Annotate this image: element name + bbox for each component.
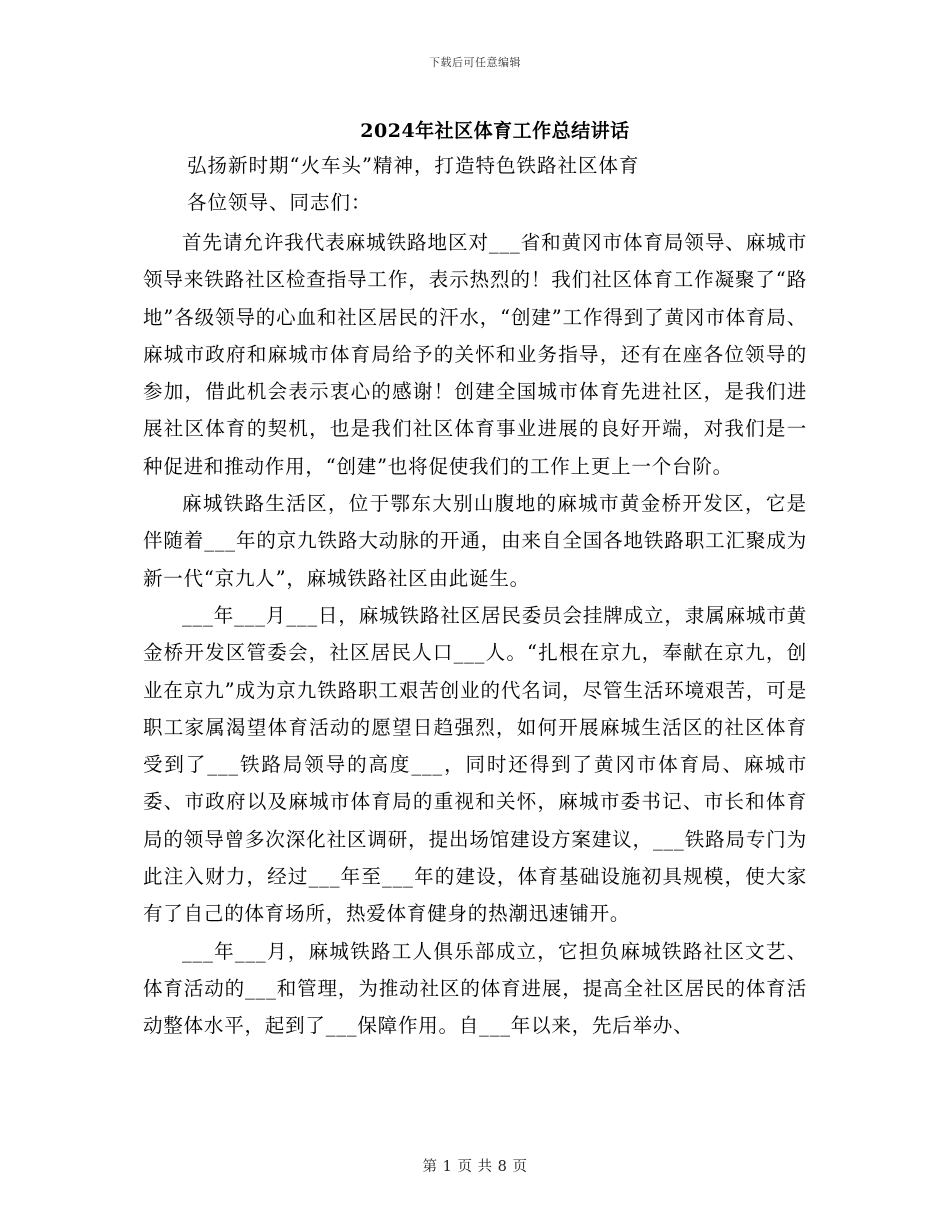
paragraph-opening: 首先请允许我代表麻城铁路地区对___省和黄冈市体育局领导、麻城市领导来铁路社区检查指导工作，表示热烈的！我们社区体育工作凝聚了“路地”各级领导的心血和社区居民的汗水，“创建”工作得到了黄冈市体育局、麻城市政府和麻城市体育局给予的关怀和业务指导，还有在座各位领导的参加，借此机会表示衷心的感谢！创建全国城市体育先进社区，是我们进展社区体育的契机，也是我们社区体育事业进展的良好开端，对我们是一种促进和推动作用，“创建”也将促使我们的工作上更上一个台阶。 xyxy=(143,231,807,478)
document-body xyxy=(143,224,807,1045)
paragraph-community-origin: 麻城铁路生活区，位于鄂东大别山腹地的麻城市黄金桥开发区，它是伴随着___年的京九铁路大动脉的开通，由来自全国各地铁路职工汇聚成为新一代“京九人”，麻城铁路社区由此诞生。 xyxy=(143,492,807,590)
page-number: 第 1 页 共 8 页 xyxy=(422,1159,528,1175)
paragraph-community-founding: ___年___月___日，麻城铁路社区居民委员会挂牌成立，隶属麻城市黄金桥开发区管委会，社区居民人口___人。“扎根在京九，奉献在京九，创业在京九”成为京九铁路职工艰苦创业的代名词，尽管生活环境艰苦，可是职工家属渴望体育活动的愿望日趋强烈，如何开展麻城生活区的社区体育受到了___铁路局领导的高度___，同时还得到了黄冈市体育局、麻城市委、市政府以及麻城市体育局的重视和关怀，麻城市委书记、市长和体育局的领导曾多次深化社区调研，提出场馆建设方案建议，___铁路局专门为此注入财力，经过___年至___年的建设，体育基础设施初具规模，使大家有了自己的体育场所，热爱体育健身的热潮迅速铺开。 xyxy=(143,603,807,926)
paragraph-workers-club: ___年___月，麻城铁路工人俱乐部成立，它担负麻城铁路社区文艺、体育活动的___和管理，为推动社区的体育进展，提高全社区居民的体育活动整体水平，起到了___保障作用。自___年以来，先后举办、 xyxy=(143,939,807,1038)
header-note: 下载后可任意编辑 xyxy=(429,56,521,69)
document-title: 2024年社区体育工作总结讲话 xyxy=(360,120,630,142)
greeting-line: 各位领导、同志们： xyxy=(187,191,372,214)
document-subtitle: 弘扬新时期“火车头”精神，打造特色铁路社区体育 xyxy=(187,154,640,177)
